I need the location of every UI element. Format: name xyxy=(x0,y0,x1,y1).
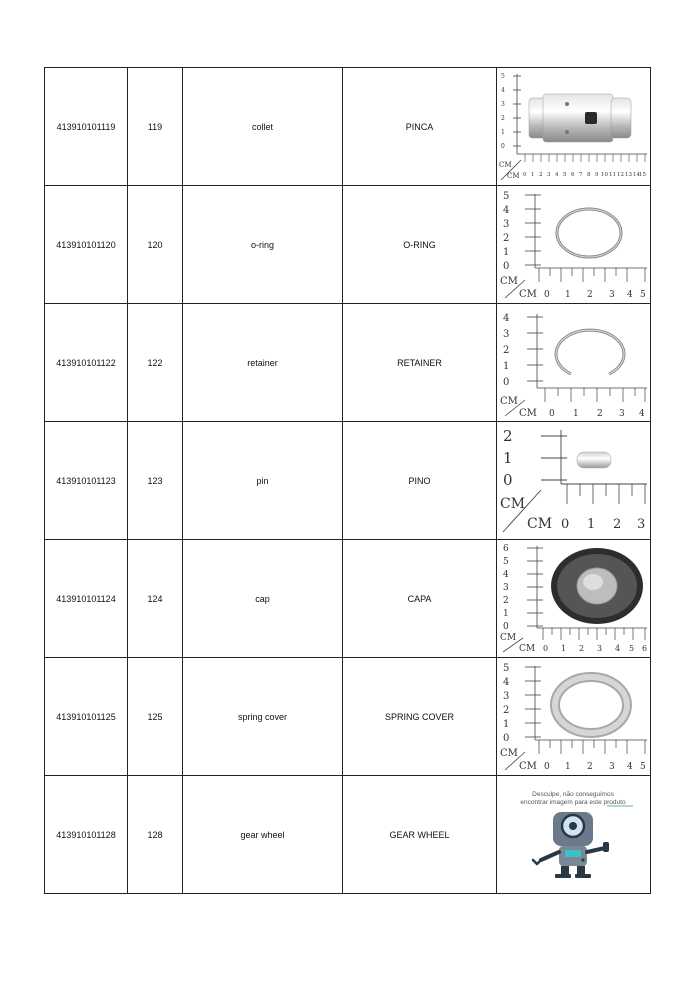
table-row xyxy=(45,304,651,422)
svg-text:9: 9 xyxy=(595,172,599,178)
spring-cover-photo xyxy=(497,658,649,775)
svg-text:0: 0 xyxy=(503,471,513,489)
part-name-pt: O-RING xyxy=(343,186,497,304)
table-row xyxy=(45,658,651,776)
svg-text:4: 4 xyxy=(627,762,633,772)
table-row xyxy=(45,186,651,304)
svg-text:13: 13 xyxy=(625,172,632,178)
part-name-en: spring cover xyxy=(183,658,343,776)
svg-text:5: 5 xyxy=(503,663,510,674)
svg-text:1: 1 xyxy=(587,517,596,532)
svg-text:1: 1 xyxy=(565,290,571,300)
svg-text:4: 4 xyxy=(501,87,505,94)
table-row xyxy=(45,68,651,186)
svg-text:CM: CM xyxy=(519,761,537,772)
svg-text:1: 1 xyxy=(503,247,510,258)
svg-text:7: 7 xyxy=(579,172,583,178)
collet-photo xyxy=(497,68,649,185)
svg-text:CM: CM xyxy=(507,172,520,180)
svg-text:0: 0 xyxy=(503,261,510,272)
svg-text:14: 14 xyxy=(633,172,640,178)
svg-text:1: 1 xyxy=(573,409,579,419)
svg-text:3: 3 xyxy=(503,329,510,340)
part-number: 128 xyxy=(128,776,183,894)
svg-text:3: 3 xyxy=(609,762,615,772)
part-name-pt: GEAR WHEEL xyxy=(343,776,497,894)
svg-text:5: 5 xyxy=(501,73,505,80)
svg-text:5: 5 xyxy=(503,191,510,202)
part-name-en: cap xyxy=(183,540,343,658)
svg-text:4: 4 xyxy=(503,570,509,580)
part-number: 120 xyxy=(128,186,183,304)
part-number: 124 xyxy=(128,540,183,658)
svg-text:2: 2 xyxy=(503,233,510,244)
part-name-pt: PINO xyxy=(343,422,497,540)
svg-text:4: 4 xyxy=(615,644,621,653)
svg-text:4: 4 xyxy=(555,172,559,178)
part-name-en: retainer xyxy=(183,304,343,422)
svg-text:12: 12 xyxy=(617,172,624,178)
svg-text:CM: CM xyxy=(519,408,537,419)
svg-text:1: 1 xyxy=(503,361,510,372)
svg-text:CM: CM xyxy=(499,161,512,169)
part-name-en: o-ring xyxy=(183,186,343,304)
table-row xyxy=(45,422,651,540)
svg-text:1: 1 xyxy=(565,762,571,772)
svg-text:0: 0 xyxy=(503,377,510,388)
svg-text:1: 1 xyxy=(503,719,510,730)
svg-text:1: 1 xyxy=(503,449,513,467)
part-photo xyxy=(497,304,651,422)
svg-text:0: 0 xyxy=(501,143,505,150)
part-code: 413910101122 xyxy=(45,304,128,422)
o-ring-photo xyxy=(497,186,649,303)
svg-text:2: 2 xyxy=(587,290,593,300)
svg-text:2: 2 xyxy=(587,762,593,772)
svg-text:15: 15 xyxy=(639,172,646,178)
svg-text:3: 3 xyxy=(547,172,551,178)
table-row xyxy=(45,776,651,894)
svg-text:6: 6 xyxy=(571,172,575,178)
pin-photo xyxy=(497,422,649,539)
table-row xyxy=(45,540,651,658)
svg-text:3: 3 xyxy=(609,290,615,300)
part-photo xyxy=(497,186,651,304)
svg-text:5: 5 xyxy=(563,172,567,178)
svg-text:CM: CM xyxy=(500,748,518,759)
cap-photo xyxy=(497,540,649,657)
svg-text:3: 3 xyxy=(503,691,510,702)
svg-text:2: 2 xyxy=(597,409,603,419)
part-photo xyxy=(497,68,651,186)
part-photo-placeholder xyxy=(497,776,651,894)
svg-text:3: 3 xyxy=(637,517,646,532)
svg-text:5: 5 xyxy=(503,557,509,567)
svg-text:0: 0 xyxy=(561,517,570,532)
part-name-en: collet xyxy=(183,68,343,186)
svg-text:2: 2 xyxy=(539,172,543,178)
part-number: 123 xyxy=(128,422,183,540)
part-name-pt: PINCA xyxy=(343,68,497,186)
svg-text:1: 1 xyxy=(501,129,505,136)
svg-text:2: 2 xyxy=(579,644,585,653)
svg-text:0: 0 xyxy=(544,762,550,772)
svg-text:6: 6 xyxy=(642,644,648,653)
svg-text:CM: CM xyxy=(527,516,553,532)
part-name-pt: SPRING COVER xyxy=(343,658,497,776)
svg-text:4: 4 xyxy=(627,290,633,300)
part-code: 413910101119 xyxy=(45,68,128,186)
part-code: 413910101125 xyxy=(45,658,128,776)
svg-text:3: 3 xyxy=(501,101,505,108)
svg-text:CM: CM xyxy=(519,289,537,300)
svg-text:CM: CM xyxy=(500,633,517,643)
robot-placeholder-icon xyxy=(497,776,649,893)
svg-text:0: 0 xyxy=(549,409,555,419)
svg-text:3: 3 xyxy=(619,409,625,419)
svg-text:0: 0 xyxy=(544,290,550,300)
svg-text:1: 1 xyxy=(503,609,509,619)
svg-text:3: 3 xyxy=(503,219,510,230)
svg-text:2: 2 xyxy=(503,427,513,445)
part-code: 413910101124 xyxy=(45,540,128,658)
part-code: 413910101123 xyxy=(45,422,128,540)
part-number: 125 xyxy=(128,658,183,776)
svg-text:2: 2 xyxy=(501,115,505,122)
svg-text:11: 11 xyxy=(609,172,616,178)
svg-text:8: 8 xyxy=(587,172,591,178)
svg-text:6: 6 xyxy=(503,544,509,554)
svg-text:5: 5 xyxy=(640,290,646,300)
svg-text:3: 3 xyxy=(597,644,603,653)
part-code: 413910101120 xyxy=(45,186,128,304)
part-name-en: gear wheel xyxy=(183,776,343,894)
svg-text:4: 4 xyxy=(503,313,510,324)
svg-text:4: 4 xyxy=(503,205,510,216)
svg-text:4: 4 xyxy=(503,677,510,688)
svg-text:2: 2 xyxy=(503,596,509,606)
svg-text:4: 4 xyxy=(639,409,645,419)
svg-text:encontrar imagem para este pro: encontrar imagem para este produto xyxy=(520,799,626,806)
svg-text:2: 2 xyxy=(503,345,510,356)
svg-text:3: 3 xyxy=(503,583,509,593)
part-photo xyxy=(497,658,651,776)
svg-text:10: 10 xyxy=(601,172,608,178)
part-name-en: pin xyxy=(183,422,343,540)
retainer-photo xyxy=(497,304,649,421)
part-number: 119 xyxy=(128,68,183,186)
parts-table xyxy=(44,67,651,894)
svg-text:5: 5 xyxy=(629,644,635,653)
svg-text:CM: CM xyxy=(519,644,536,654)
part-name-pt: RETAINER xyxy=(343,304,497,422)
svg-text:1: 1 xyxy=(531,172,535,178)
svg-text:0: 0 xyxy=(543,644,549,653)
svg-text:2: 2 xyxy=(503,705,510,716)
svg-text:0: 0 xyxy=(523,172,527,178)
part-photo xyxy=(497,422,651,540)
part-name-pt: CAPA xyxy=(343,540,497,658)
svg-text:1: 1 xyxy=(561,644,567,653)
svg-text:0: 0 xyxy=(503,733,510,744)
svg-text:0: 0 xyxy=(503,622,509,632)
part-photo xyxy=(497,540,651,658)
part-code: 413910101128 xyxy=(45,776,128,894)
svg-text:CM: CM xyxy=(500,496,526,512)
svg-text:5: 5 xyxy=(640,762,646,772)
svg-text:CM: CM xyxy=(500,396,518,407)
svg-text:Desculpe, não conseguimos: Desculpe, não conseguimos xyxy=(532,791,614,798)
part-number: 122 xyxy=(128,304,183,422)
svg-text:CM: CM xyxy=(500,276,518,287)
svg-text:2: 2 xyxy=(613,517,622,532)
